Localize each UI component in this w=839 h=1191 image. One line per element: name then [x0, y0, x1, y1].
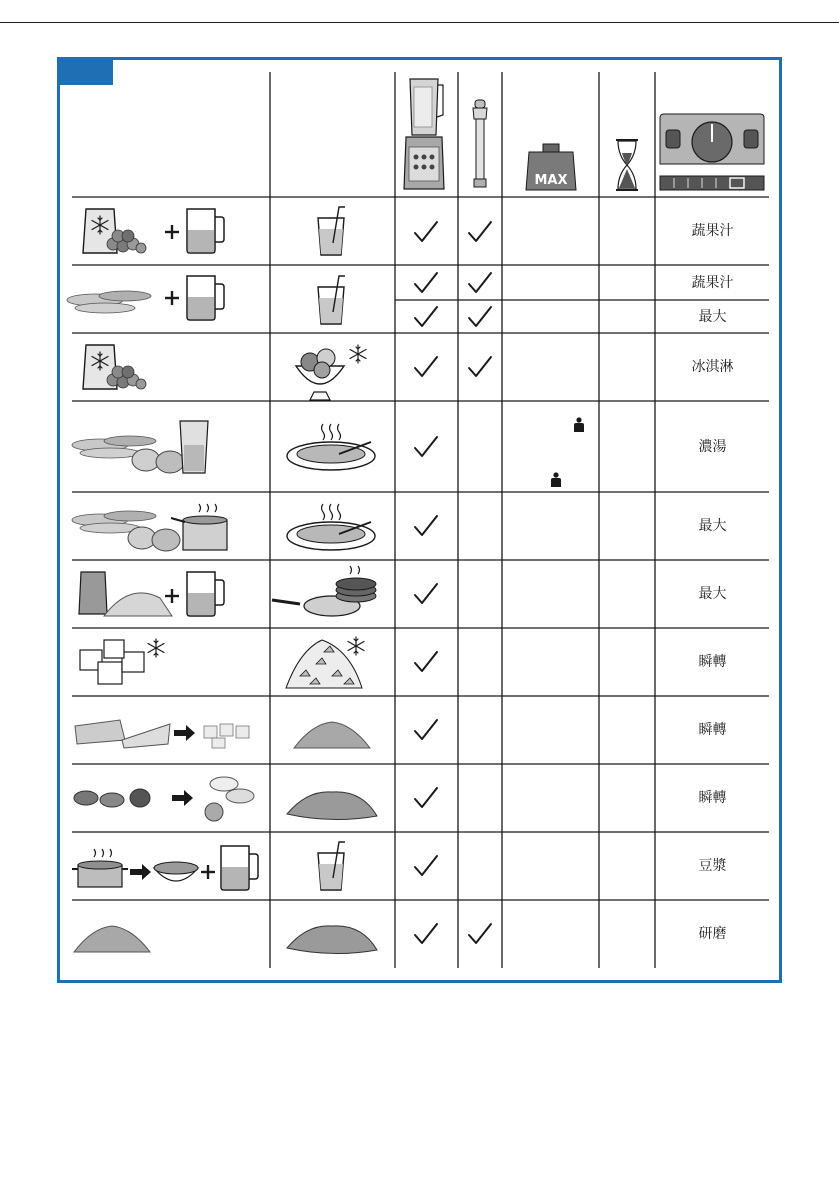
ice-cubes-icon: [80, 640, 144, 684]
jug-icon: [187, 209, 224, 253]
check-icon: [415, 924, 437, 943]
check-icon: [415, 437, 437, 456]
blender-checks: [415, 222, 437, 943]
program-label: 瞬轉: [698, 790, 727, 806]
row-3-ingredients: [83, 345, 146, 389]
check-icon: [415, 652, 437, 671]
check-icon: [415, 788, 437, 807]
check-icon: [469, 307, 491, 326]
nut-icon: [74, 791, 98, 805]
check-icon: [415, 357, 437, 376]
arrow-icon: [174, 725, 195, 741]
nut-icon: [100, 793, 124, 807]
hourglass-icon: [616, 140, 638, 190]
snowflake-icon: [348, 637, 364, 655]
plus-icon: [165, 291, 179, 305]
blender-jar-icon: [404, 79, 444, 189]
powder-pile-icon: [287, 926, 377, 954]
check-icon: [469, 222, 491, 241]
program-label: 瞬轉: [698, 654, 727, 670]
arrow-icon: [130, 864, 151, 880]
jug-icon: [221, 846, 258, 890]
check-icon: [415, 273, 437, 292]
tamper-icon: [473, 100, 487, 187]
program-label: 最大: [698, 518, 727, 534]
flour-pile-icon: [104, 593, 172, 616]
juice-glass-icon: [318, 207, 345, 255]
nut-piece-icon: [205, 803, 223, 821]
program-label: 研磨: [698, 926, 727, 942]
soy-milk-glass-icon: [318, 842, 345, 890]
soup-plate-icon: [287, 424, 375, 470]
program-label: 蔬果汁: [691, 275, 734, 291]
check-icon: [469, 357, 491, 376]
grain-pile-icon: [74, 926, 150, 952]
check-icon: [469, 273, 491, 292]
program-label: 瞬轉: [698, 722, 727, 738]
max-label: MAX: [534, 173, 568, 188]
cheese-cubes-icon: [204, 724, 249, 748]
flour-bag-icon: [79, 572, 107, 614]
juice-glass-icon: [318, 276, 345, 324]
vegetables-icon: [67, 291, 151, 313]
program-label: 蔬果汁: [691, 223, 734, 239]
cheese-block-icon: [75, 720, 125, 744]
check-icon: [415, 307, 437, 326]
plus-icon: [201, 865, 215, 879]
plus-icon: [165, 589, 179, 603]
jug-icon: [187, 276, 224, 320]
row-6-ingredients: [79, 572, 224, 616]
soup-plate-icon: [287, 504, 375, 550]
row-8-ingredients: [75, 720, 249, 748]
tamper-checks: [469, 222, 491, 943]
nut-icon: [130, 789, 150, 807]
berries-icon: [107, 366, 146, 389]
person-icon: [551, 472, 561, 487]
program-label: 冰淇淋: [691, 359, 734, 375]
check-icon: [469, 924, 491, 943]
check-icon: [415, 584, 437, 603]
bean-bowl-icon: [154, 862, 198, 881]
powder-pile-icon: [287, 792, 377, 820]
row-9-ingredients: [74, 777, 254, 821]
berries-icon: [107, 230, 146, 253]
grated-pile-icon: [294, 722, 370, 748]
row-4-ingredients: [72, 421, 208, 473]
check-icon: [415, 222, 437, 241]
check-icon: [415, 856, 437, 875]
row-7-ingredients: [80, 639, 164, 684]
plus-icon: [165, 225, 179, 239]
program-label: 豆漿: [698, 858, 727, 874]
crushed-ice-icon: [286, 637, 364, 688]
snowflake-icon: [148, 639, 164, 657]
row-1-ingredients: [83, 209, 224, 253]
potatoes-icon: [132, 449, 184, 473]
program-label: 最大: [698, 586, 727, 602]
check-icon: [415, 516, 437, 535]
row-5-ingredients: [72, 504, 227, 551]
nut-piece-icon: [226, 789, 254, 803]
max-weight-icon: [526, 144, 576, 190]
row-10-ingredients: [72, 846, 258, 890]
program-label: 最大: [698, 309, 727, 325]
row-2-ingredients: [67, 276, 224, 320]
nut-piece-icon: [210, 777, 238, 791]
check-icon: [415, 720, 437, 739]
pancake-pan-icon: [272, 566, 376, 616]
program-label: 濃湯: [698, 439, 727, 455]
cheese-wedge-icon: [122, 724, 170, 748]
cooking-pot-icon: [72, 849, 128, 887]
potatoes-icon: [128, 527, 180, 551]
jug-icon: [187, 572, 224, 616]
person-icon: [574, 417, 584, 432]
control-panel-icon: [660, 114, 764, 190]
arrow-icon: [172, 790, 193, 806]
ice-cream-bowl-icon: [296, 345, 366, 400]
blender-jar-icon: [180, 421, 208, 473]
